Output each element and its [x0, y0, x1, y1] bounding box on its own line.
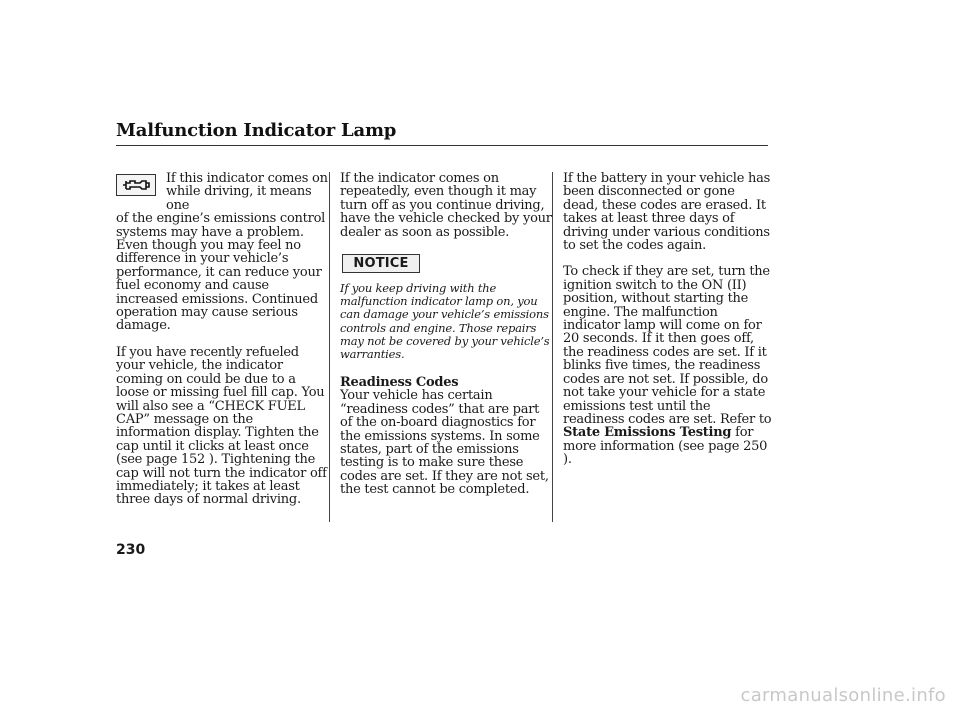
paragraph-check-codes: [563, 265, 773, 466]
column-1: [116, 172, 328, 507]
watermark: carmanualsonline.info: [740, 685, 946, 706]
column-divider-2: [552, 172, 553, 522]
paragraph-battery: If the battery in your vehicle has been disconnected or gone dead, these codes are erased. It takes at least three days of driving under various conditions to set the codes again.: [563, 171, 771, 254]
paragraph-repeated: If the indicator comes on repeatedly, even though it may turn off as you continue driving, have the vehicle checked by your dealer as soon as possible.: [340, 171, 552, 240]
paragraph-readiness: Your vehicle has certain “readiness codes” that are part of the on-board diagnostics for the emissions systems. In some states, part of the emissions testing is to make sure these codes are set. If they are not set, the test cannot be completed.: [340, 388, 549, 498]
column-divider-1: [329, 172, 330, 522]
paragraph-fuel-cap: If you have recently refueled your vehicle, the indicator coming on could be due to a loose or missing fuel fill cap. You will also see a “CHECK FUEL CAP” message on the information display. Tighten the cap until it clicks at least once (see page 152 ). Tightening the cap will not turn the indicator off immediately; it takes at least three days of normal driving.: [116, 344, 327, 508]
section-heading-readiness: Readiness Codes: [340, 375, 459, 390]
paragraph-lead: If this indicator comes on while driving, it means one: [166, 171, 328, 213]
page-number: 230: [116, 542, 146, 558]
check-codes-tail: for more information (see page 250 ).: [563, 425, 768, 468]
notice-text: If you keep driving with the malfunction indicator lamp on, you can damage your vehicle’s emissions controls and engine. Those repairs may not be covered by your vehicle’s warranties.: [340, 281, 550, 362]
header-divider: [116, 145, 768, 146]
readiness-section: [340, 376, 552, 497]
check-codes-text: To check if they are set, turn the ignition switch to the ON (II) position, without starting the engine. The malfunction indicator lamp will come on for 20 seconds. If it then goes off, the readiness codes are set. If it blinks five times, the readiness codes are not set. If possible, do not take your vehicle for a state emissions test until the readiness codes are set. Refer to: [563, 264, 772, 427]
paragraph-indicator-on: [116, 172, 328, 333]
paragraph-rest: of the engine’s emissions control systems may have a problem. Even though you may feel no difference in your vehicle’s performance, it can reduce your fuel economy and cause increased emissions. Continued operation may cause serious damage.: [116, 211, 326, 334]
column-3: [563, 172, 773, 467]
column-2: [340, 172, 552, 239]
page-title: Malfunction Indicator Lamp: [116, 120, 397, 141]
state-emissions-link[interactable]: State Emissions Testing: [563, 425, 732, 441]
notice-badge: NOTICE: [342, 254, 420, 273]
